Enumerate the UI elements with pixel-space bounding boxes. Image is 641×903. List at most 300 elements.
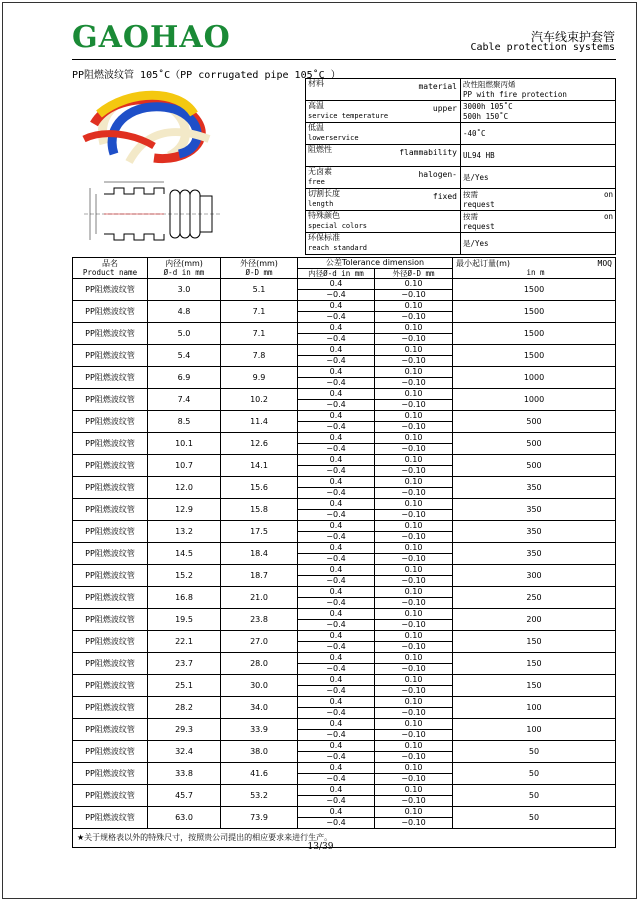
spec-row [306, 233, 616, 255]
cell-tol-inner [298, 279, 375, 301]
spec-label-en: length [308, 200, 334, 208]
cell-inner-diameter: 15.2 [148, 565, 221, 587]
tol-outer-minus: −0.10 [401, 444, 426, 453]
table-row [73, 345, 616, 367]
spec-label-cn: 高温 [308, 101, 324, 110]
cell-moq: 100 [453, 719, 616, 741]
cell-outer-diameter: 18.4 [221, 543, 298, 565]
table-row [73, 433, 616, 455]
table-row [73, 609, 616, 631]
cell-outer-diameter: 23.8 [221, 609, 298, 631]
tol-inner-plus: 0.4 [298, 565, 374, 576]
cell-moq: 1500 [453, 323, 616, 345]
spec-value [461, 167, 616, 189]
spec-label-en: special colors [308, 222, 368, 230]
catalog-title-cn: 汽车线束护套管 [530, 30, 615, 44]
header-product-name: 品名 Product name [73, 258, 148, 279]
tol-outer-plus: 0.10 [375, 763, 452, 774]
tol-outer-minus: −0.10 [401, 290, 426, 299]
tol-inner-plus: 0.4 [298, 741, 374, 752]
cell-outer-diameter: 53.2 [221, 785, 298, 807]
spec-value-line: 500h 150˚C [463, 111, 509, 121]
tol-outer-minus: −0.10 [401, 576, 426, 585]
table-row [73, 323, 616, 345]
tol-outer-plus: 0.10 [375, 499, 452, 510]
cell-outer-diameter: 41.6 [221, 763, 298, 785]
tol-outer-minus: −0.10 [401, 334, 426, 343]
tol-outer-plus: 0.10 [375, 631, 452, 642]
tol-outer-plus: 0.10 [375, 697, 452, 708]
cell-moq: 100 [453, 697, 616, 719]
spec-label-cn: 阻燃性 [308, 145, 332, 154]
cell-tol-inner [298, 675, 375, 697]
product-title: PP阻燃波纹管 105˚C（PP corrugated pipe 105˚C ） [72, 70, 341, 81]
spec-label [306, 123, 461, 145]
tol-outer-plus: 0.10 [375, 367, 452, 378]
table-row [73, 653, 616, 675]
tol-outer-minus: −0.10 [401, 642, 426, 651]
tol-inner-minus: −0.4 [326, 642, 346, 651]
cell-inner-diameter: 10.1 [148, 433, 221, 455]
cell-product-name: PP阻燃波纹管 [73, 763, 148, 785]
cell-inner-diameter: 8.5 [148, 411, 221, 433]
header-moq: 最小起订量(m) MOQ in m [453, 258, 616, 279]
cell-tol-outer [375, 521, 453, 543]
tol-outer-plus: 0.10 [375, 411, 452, 422]
spec-label-en: service temperature [308, 112, 389, 120]
cell-moq: 50 [453, 785, 616, 807]
tol-outer-plus: 0.10 [375, 785, 452, 796]
cell-inner-diameter: 28.2 [148, 697, 221, 719]
spec-label [306, 211, 461, 233]
table-row [73, 697, 616, 719]
tol-inner-minus: −0.4 [326, 532, 346, 541]
cell-outer-diameter: 38.0 [221, 741, 298, 763]
table-row [73, 367, 616, 389]
product-photo [74, 84, 230, 168]
table-header-row [73, 258, 616, 269]
tol-outer-plus: 0.10 [375, 279, 452, 290]
cell-inner-diameter: 12.0 [148, 477, 221, 499]
tol-outer-plus: 0.10 [375, 609, 452, 620]
cell-moq: 50 [453, 741, 616, 763]
cell-tol-inner [298, 411, 375, 433]
cell-product-name: PP阻燃波纹管 [73, 301, 148, 323]
spec-value-line: UL94 HB [463, 150, 495, 160]
cell-tol-inner [298, 345, 375, 367]
spec-value-line: PP with fire protection [463, 89, 567, 99]
cell-product-name: PP阻燃波纹管 [73, 345, 148, 367]
spec-label-right: fixed [432, 192, 457, 201]
cell-tol-outer [375, 565, 453, 587]
cell-tol-outer [375, 279, 453, 301]
tol-outer-minus: −0.10 [401, 422, 426, 431]
spec-value [461, 233, 616, 255]
tol-inner-plus: 0.4 [298, 411, 374, 422]
spec-value [461, 189, 616, 211]
tol-inner-plus: 0.4 [298, 345, 374, 356]
tol-inner-plus: 0.4 [298, 301, 374, 312]
header-divider [72, 59, 616, 60]
tol-outer-minus: −0.10 [401, 312, 426, 321]
tol-inner-plus: 0.4 [298, 499, 374, 510]
cell-outer-diameter: 27.0 [221, 631, 298, 653]
cell-tol-outer [375, 741, 453, 763]
tol-inner-minus: −0.4 [326, 554, 346, 563]
cell-moq: 1000 [453, 367, 616, 389]
table-row [73, 631, 616, 653]
tol-inner-minus: −0.4 [326, 752, 346, 761]
tol-inner-plus: 0.4 [298, 433, 374, 444]
cell-product-name: PP阻燃波纹管 [73, 411, 148, 433]
spec-label-cn: 环保标准 [308, 233, 340, 242]
cell-moq: 50 [453, 807, 616, 829]
cell-product-name: PP阻燃波纹管 [73, 433, 148, 455]
spec-label-en: free [308, 178, 325, 186]
spec-label [306, 79, 461, 101]
cell-tol-outer [375, 631, 453, 653]
spec-value-line: 3000h 105˚C [463, 101, 513, 111]
table-row [73, 587, 616, 609]
cell-tol-outer [375, 301, 453, 323]
table-row [73, 279, 616, 301]
pipe-cross-section-drawing [84, 176, 220, 252]
cell-inner-diameter: 23.7 [148, 653, 221, 675]
cell-tol-outer [375, 785, 453, 807]
cell-product-name: PP阻燃波纹管 [73, 653, 148, 675]
spec-value-right: on [603, 211, 613, 221]
tol-outer-plus: 0.10 [375, 719, 452, 730]
table-row [73, 785, 616, 807]
tol-inner-minus: −0.4 [326, 818, 346, 827]
table-row [73, 719, 616, 741]
tol-inner-plus: 0.4 [298, 631, 374, 642]
cell-product-name: PP阻燃波纹管 [73, 477, 148, 499]
cell-inner-diameter: 5.0 [148, 323, 221, 345]
cell-tol-outer [375, 675, 453, 697]
cell-product-name: PP阻燃波纹管 [73, 587, 148, 609]
tol-inner-minus: −0.4 [326, 620, 346, 629]
table-row [73, 763, 616, 785]
tol-inner-plus: 0.4 [298, 367, 374, 378]
table-row [73, 499, 616, 521]
cell-moq: 350 [453, 477, 616, 499]
tol-inner-minus: −0.4 [326, 488, 346, 497]
cell-outer-diameter: 11.4 [221, 411, 298, 433]
cell-tol-inner [298, 477, 375, 499]
cell-inner-diameter: 6.9 [148, 367, 221, 389]
tol-outer-plus: 0.10 [375, 653, 452, 664]
cell-product-name: PP阻燃波纹管 [73, 279, 148, 301]
tol-outer-minus: −0.10 [401, 554, 426, 563]
spec-label [306, 145, 461, 167]
tol-outer-minus: −0.10 [401, 752, 426, 761]
cell-moq: 150 [453, 675, 616, 697]
cell-product-name: PP阻燃波纹管 [73, 631, 148, 653]
cell-inner-diameter: 63.0 [148, 807, 221, 829]
tol-inner-plus: 0.4 [298, 763, 374, 774]
tol-inner-plus: 0.4 [298, 609, 374, 620]
spec-row [306, 123, 616, 145]
tol-inner-minus: −0.4 [326, 444, 346, 453]
cell-moq: 1000 [453, 389, 616, 411]
cell-product-name: PP阻燃波纹管 [73, 697, 148, 719]
cell-product-name: PP阻燃波纹管 [73, 543, 148, 565]
spec-row [306, 189, 616, 211]
cell-outer-diameter: 21.0 [221, 587, 298, 609]
tol-inner-plus: 0.4 [298, 521, 374, 532]
tol-outer-minus: −0.10 [401, 796, 426, 805]
table-row [73, 411, 616, 433]
cell-tol-outer [375, 587, 453, 609]
spec-label-right: flammability [399, 148, 457, 157]
cell-outer-diameter: 5.1 [221, 279, 298, 301]
cell-product-name: PP阻燃波纹管 [73, 521, 148, 543]
tol-outer-minus: −0.10 [401, 488, 426, 497]
table-row [73, 521, 616, 543]
cell-product-name: PP阻燃波纹管 [73, 323, 148, 345]
spec-label-right: halogen- [418, 170, 457, 179]
page-number: 13/39 [307, 842, 334, 852]
cell-moq: 350 [453, 543, 616, 565]
tol-outer-minus: −0.10 [401, 708, 426, 717]
cell-product-name: PP阻燃波纹管 [73, 785, 148, 807]
cell-outer-diameter: 9.9 [221, 367, 298, 389]
tol-inner-minus: −0.4 [326, 422, 346, 431]
spec-label-cn: 材料 [308, 79, 324, 88]
tol-inner-minus: −0.4 [326, 576, 346, 585]
tol-outer-plus: 0.10 [375, 301, 452, 312]
cell-moq: 150 [453, 631, 616, 653]
tol-inner-minus: −0.4 [326, 708, 346, 717]
spec-value-line: 是/Yes [463, 238, 489, 248]
spec-value-line: request [463, 221, 495, 231]
spec-row [306, 167, 616, 189]
spec-value-line: -40˚C [463, 128, 486, 138]
cell-tol-inner [298, 653, 375, 675]
cell-inner-diameter: 33.8 [148, 763, 221, 785]
cell-inner-diameter: 16.8 [148, 587, 221, 609]
catalog-title-en: Cable protection systems [470, 42, 615, 53]
tol-inner-plus: 0.4 [298, 697, 374, 708]
tol-inner-minus: −0.4 [326, 598, 346, 607]
cell-product-name: PP阻燃波纹管 [73, 565, 148, 587]
tol-inner-plus: 0.4 [298, 279, 374, 290]
cell-outer-diameter: 7.1 [221, 323, 298, 345]
cell-product-name: PP阻燃波纹管 [73, 455, 148, 477]
cell-moq: 200 [453, 609, 616, 631]
tol-inner-minus: −0.4 [326, 730, 346, 739]
cell-product-name: PP阻燃波纹管 [73, 499, 148, 521]
cell-tol-inner [298, 609, 375, 631]
tol-outer-plus: 0.10 [375, 543, 452, 554]
spec-value-line: 按需 [463, 211, 478, 221]
cell-tol-inner [298, 741, 375, 763]
tol-inner-plus: 0.4 [298, 807, 374, 818]
tol-outer-plus: 0.10 [375, 521, 452, 532]
spec-table [305, 78, 616, 255]
header-inner-diameter: 内径(mm) Ø-d in mm [148, 258, 221, 279]
cell-inner-diameter: 22.1 [148, 631, 221, 653]
cell-inner-diameter: 5.4 [148, 345, 221, 367]
cell-tol-outer [375, 367, 453, 389]
cell-tol-outer [375, 499, 453, 521]
tol-outer-minus: −0.10 [401, 466, 426, 475]
cell-outer-diameter: 7.1 [221, 301, 298, 323]
cell-inner-diameter: 4.8 [148, 301, 221, 323]
tol-inner-plus: 0.4 [298, 653, 374, 664]
cell-moq: 250 [453, 587, 616, 609]
table-row [73, 675, 616, 697]
spec-label-en: reach standard [308, 244, 368, 252]
spec-label-cn: 特殊颜色 [308, 211, 340, 220]
table-row [73, 565, 616, 587]
cell-tol-inner [298, 455, 375, 477]
spec-label-right: material [418, 82, 457, 91]
tol-outer-minus: −0.10 [401, 730, 426, 739]
tol-inner-minus: −0.4 [326, 400, 346, 409]
cell-product-name: PP阻燃波纹管 [73, 741, 148, 763]
tol-outer-plus: 0.10 [375, 477, 452, 488]
cell-outer-diameter: 34.0 [221, 697, 298, 719]
cell-tol-outer [375, 807, 453, 829]
tol-outer-plus: 0.10 [375, 323, 452, 334]
tol-outer-plus: 0.10 [375, 433, 452, 444]
tol-inner-minus: −0.4 [326, 686, 346, 695]
cell-inner-diameter: 45.7 [148, 785, 221, 807]
tol-inner-plus: 0.4 [298, 389, 374, 400]
cell-tol-outer [375, 609, 453, 631]
tol-inner-plus: 0.4 [298, 455, 374, 466]
tol-outer-minus: −0.10 [401, 532, 426, 541]
spec-row [306, 79, 616, 101]
cell-tol-inner [298, 697, 375, 719]
cell-moq: 500 [453, 433, 616, 455]
spec-value [461, 211, 616, 233]
cell-tol-outer [375, 477, 453, 499]
tol-outer-plus: 0.10 [375, 807, 452, 818]
table-row [73, 301, 616, 323]
tol-inner-plus: 0.4 [298, 477, 374, 488]
tol-outer-minus: −0.10 [401, 664, 426, 673]
cell-tol-outer [375, 763, 453, 785]
cell-inner-diameter: 29.3 [148, 719, 221, 741]
cell-outer-diameter: 17.5 [221, 521, 298, 543]
cell-tol-outer [375, 411, 453, 433]
spec-value-line: 按需 [463, 189, 478, 199]
header-tol-inner: 内径Ø-d in mm [298, 268, 375, 279]
cell-moq: 300 [453, 565, 616, 587]
cell-moq: 1500 [453, 345, 616, 367]
cell-tol-outer [375, 543, 453, 565]
tol-outer-plus: 0.10 [375, 345, 452, 356]
tol-outer-plus: 0.10 [375, 675, 452, 686]
cell-product-name: PP阻燃波纹管 [73, 389, 148, 411]
cell-tol-outer [375, 433, 453, 455]
cell-moq: 1500 [453, 279, 616, 301]
cell-tol-inner [298, 543, 375, 565]
spec-row [306, 145, 616, 167]
cell-tol-inner [298, 367, 375, 389]
table-row [73, 455, 616, 477]
cell-tol-inner [298, 389, 375, 411]
tol-outer-minus: −0.10 [401, 774, 426, 783]
cell-outer-diameter: 7.8 [221, 345, 298, 367]
tol-inner-plus: 0.4 [298, 675, 374, 686]
cell-tol-outer [375, 653, 453, 675]
spec-row [306, 101, 616, 123]
cell-outer-diameter: 12.6 [221, 433, 298, 455]
spec-label [306, 167, 461, 189]
cell-outer-diameter: 10.2 [221, 389, 298, 411]
dimension-table [72, 257, 616, 848]
cell-tol-inner [298, 521, 375, 543]
table-row [73, 477, 616, 499]
tol-inner-minus: −0.4 [326, 664, 346, 673]
tol-inner-minus: −0.4 [326, 290, 346, 299]
tol-inner-minus: −0.4 [326, 334, 346, 343]
cell-inner-diameter: 3.0 [148, 279, 221, 301]
tol-outer-minus: −0.10 [401, 378, 426, 387]
tol-outer-plus: 0.10 [375, 389, 452, 400]
table-row [73, 389, 616, 411]
cell-tol-outer [375, 389, 453, 411]
cell-tol-inner [298, 763, 375, 785]
cell-outer-diameter: 18.7 [221, 565, 298, 587]
cell-tol-inner [298, 807, 375, 829]
cell-moq: 50 [453, 763, 616, 785]
tol-outer-plus: 0.10 [375, 455, 452, 466]
cell-product-name: PP阻燃波纹管 [73, 367, 148, 389]
tol-inner-plus: 0.4 [298, 543, 374, 554]
spec-label-cn: 切割长度 [308, 189, 340, 198]
tol-outer-minus: −0.10 [401, 818, 426, 827]
tol-outer-minus: −0.10 [401, 510, 426, 519]
spec-label [306, 233, 461, 255]
company-logo: GAOHAO [72, 20, 231, 55]
cell-tol-outer [375, 719, 453, 741]
cell-product-name: PP阻燃波纹管 [73, 807, 148, 829]
tol-outer-minus: −0.10 [401, 356, 426, 365]
header-tol-outer: 外径Ø-D mm [375, 268, 453, 279]
cell-inner-diameter: 25.1 [148, 675, 221, 697]
cell-outer-diameter: 15.6 [221, 477, 298, 499]
cell-tol-inner [298, 323, 375, 345]
cell-product-name: PP阻燃波纹管 [73, 675, 148, 697]
spec-value [461, 101, 616, 123]
table-row [73, 807, 616, 829]
cell-outer-diameter: 30.0 [221, 675, 298, 697]
spec-value-line: request [463, 199, 495, 209]
tol-inner-minus: −0.4 [326, 378, 346, 387]
tol-inner-plus: 0.4 [298, 587, 374, 598]
table-row [73, 543, 616, 565]
spec-label [306, 189, 461, 211]
tol-outer-minus: −0.10 [401, 686, 426, 695]
spec-value-right: on [603, 189, 613, 199]
cell-inner-diameter: 12.9 [148, 499, 221, 521]
cell-inner-diameter: 13.2 [148, 521, 221, 543]
footnote: ★关于规格表以外的特殊尺寸，按照贵公司提出的相应要求来进行生产。 [73, 829, 616, 848]
table-row [73, 741, 616, 763]
cell-outer-diameter: 33.9 [221, 719, 298, 741]
cell-tol-inner [298, 785, 375, 807]
cell-tol-inner [298, 587, 375, 609]
spec-value [461, 123, 616, 145]
spec-label-en: lowerservice [308, 134, 359, 142]
cell-tol-inner [298, 301, 375, 323]
spec-label-right: upper [432, 104, 457, 113]
